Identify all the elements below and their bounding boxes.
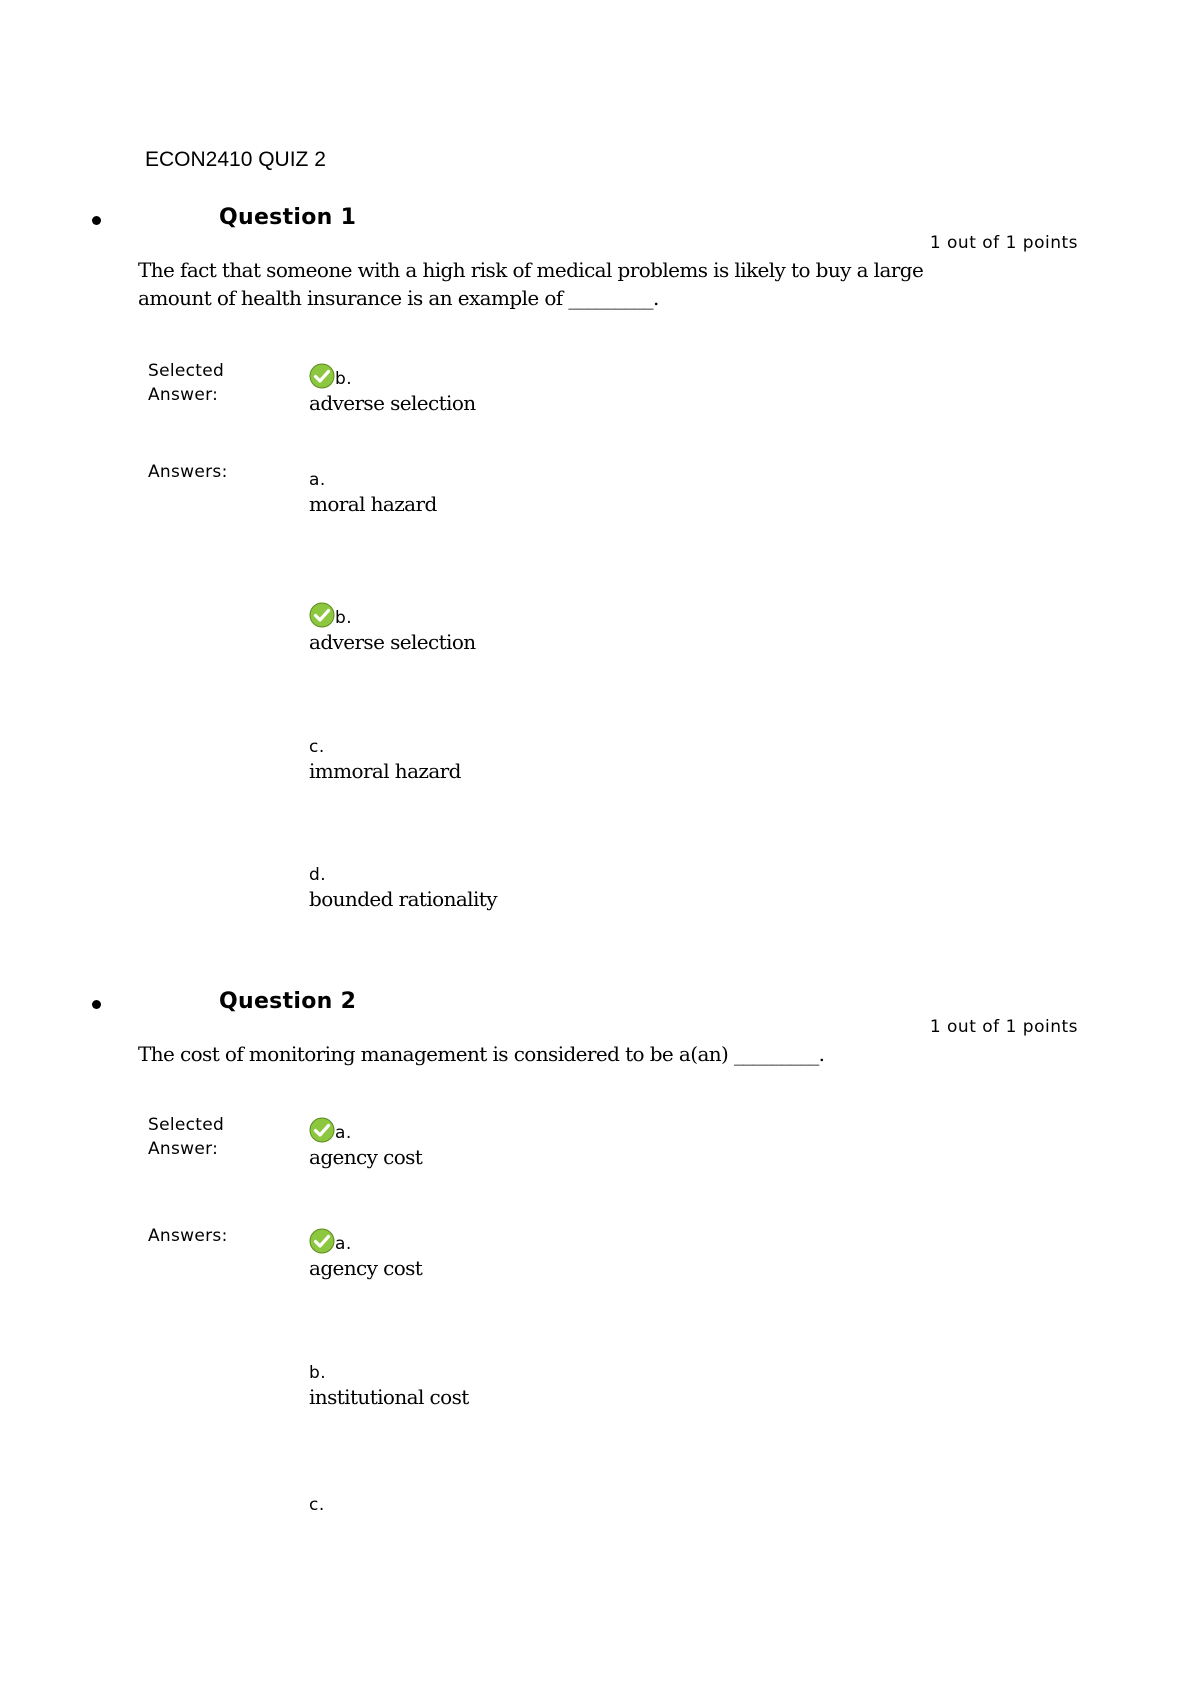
selected-answer — [309, 359, 476, 417]
question-text: The cost of monitoring management is considered to be a(an) _________. — [138, 1042, 825, 1066]
answers-label: Answers: — [148, 1226, 228, 1246]
answer-letter: b. — [309, 1363, 327, 1383]
answer-option-c — [309, 1485, 325, 1515]
selected-answer — [309, 1113, 422, 1171]
answer-option-a — [309, 1224, 422, 1282]
answer-letter: a. — [335, 1123, 352, 1143]
question-text: The fact that someone with a high risk of medical problems is likely to buy a large amount of health insurance is an example of _________. — [138, 258, 924, 310]
check-circle-icon — [309, 363, 335, 389]
answer-letter: a. — [335, 1234, 352, 1254]
answer-text: bounded rationality — [309, 887, 497, 911]
answer-text: agency cost — [309, 1145, 423, 1169]
question-heading: Question 2 — [219, 989, 357, 1014]
answer-text: institutional cost — [309, 1385, 469, 1409]
answer-text: adverse selection — [309, 630, 476, 654]
answer-option-c — [309, 727, 461, 785]
selected-answer-label: Selected Answer: — [148, 1115, 225, 1159]
answer-text: moral hazard — [309, 492, 437, 516]
answer-option-b — [309, 1353, 469, 1411]
document-title: ECON2410 QUIZ 2 — [145, 148, 326, 171]
question-points: 1 out of 1 points — [929, 233, 1078, 253]
answers-label: Answers: — [148, 462, 228, 482]
check-circle-icon — [309, 602, 335, 628]
answer-option-a — [309, 460, 437, 518]
answer-letter: c. — [309, 1495, 325, 1515]
bullet-icon — [92, 216, 101, 225]
answer-letter: b. — [335, 608, 353, 628]
answer-text: agency cost — [309, 1256, 423, 1280]
answer-letter: a. — [309, 470, 326, 490]
check-circle-icon — [309, 1117, 335, 1143]
selected-answer-label: Selected Answer: — [148, 361, 225, 405]
answer-text: adverse selection — [309, 391, 476, 415]
answer-text: immoral hazard — [309, 759, 461, 783]
answer-letter: c. — [309, 737, 325, 757]
check-circle-icon — [309, 1228, 335, 1254]
answer-option-b — [309, 598, 476, 656]
answer-letter: b. — [335, 369, 353, 389]
answer-letter: d. — [309, 865, 327, 885]
question-points: 1 out of 1 points — [929, 1017, 1078, 1037]
question-heading: Question 1 — [219, 205, 357, 230]
bullet-icon — [92, 1000, 101, 1009]
answer-option-d — [309, 855, 497, 913]
